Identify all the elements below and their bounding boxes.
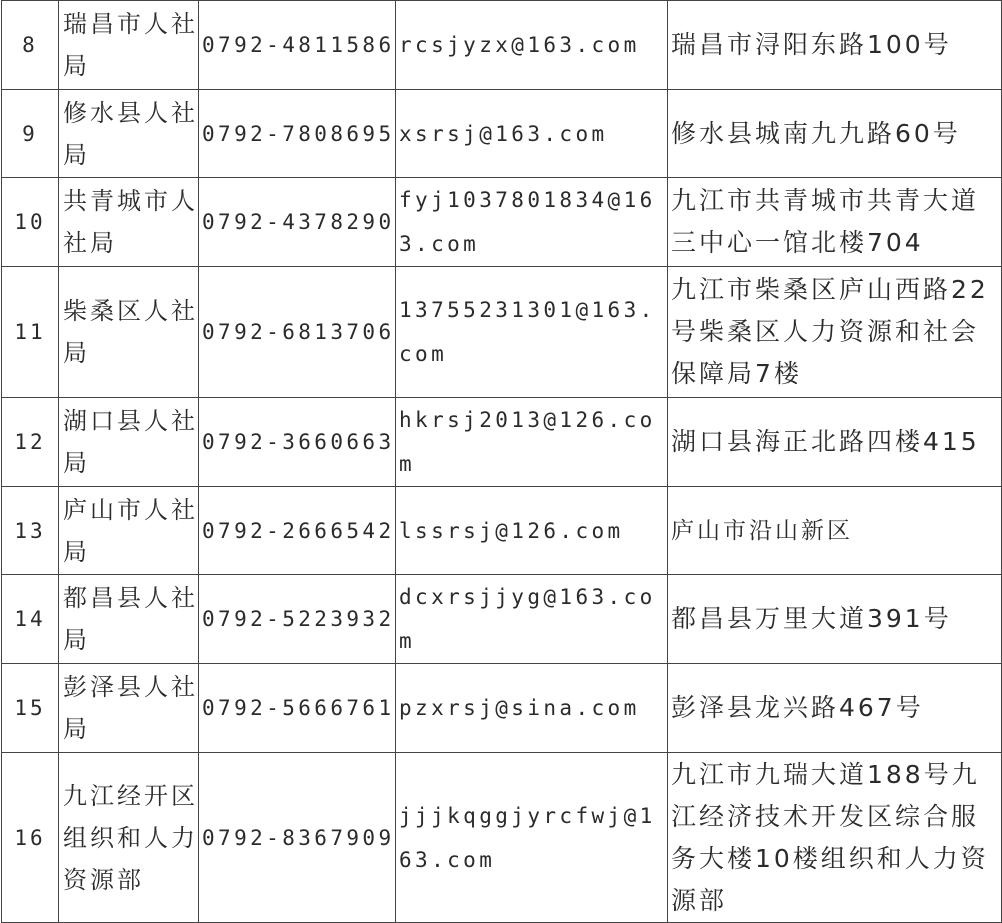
email-address: pzxrsj@sina.com: [396, 664, 668, 753]
table-row: [2, 398, 1002, 487]
row-number: 11: [2, 267, 59, 398]
table-row: [2, 753, 1002, 923]
street-address: 九江市九瑞大道188号九江经济技术开发区综合服务大楼10楼组织和人力资源部: [668, 753, 1002, 923]
table-row: [2, 1, 1002, 90]
table-row: [2, 267, 1002, 398]
street-address: 九江市共青城市共青大道三中心一馆北楼704: [668, 178, 1002, 267]
phone-number: 0792-4378290: [199, 178, 396, 267]
street-address: 九江市柴桑区庐山西路22号柴桑区人力资源和社会保障局7楼: [668, 267, 1002, 398]
row-number: 15: [2, 664, 59, 753]
phone-number: 0792-3660663: [199, 398, 396, 487]
street-address: 庐山市沿山新区: [668, 487, 1002, 575]
phone-number: 0792-5223932: [199, 575, 396, 664]
row-number: 14: [2, 575, 59, 664]
email-address: 13755231301@163.com: [396, 267, 668, 398]
unit-name: 共青城市人社局: [59, 178, 199, 267]
street-address: 都昌县万里大道391号: [668, 575, 1002, 664]
row-number: 12: [2, 398, 59, 487]
unit-name: 瑞昌市人社局: [59, 1, 199, 90]
row-number: 16: [2, 753, 59, 923]
unit-name: 九江经开区组织和人力资源部: [59, 753, 199, 923]
email-address: dcxrsjjyg@163.com: [396, 575, 668, 664]
email-address: rcsjyzx@163.com: [396, 1, 668, 90]
unit-name: 都昌县人社局: [59, 575, 199, 664]
phone-number: 0792-2666542: [199, 487, 396, 575]
phone-number: 0792-8367909: [199, 753, 396, 923]
street-address: 湖口县海正北路四楼415: [668, 398, 1002, 487]
unit-name: 湖口县人社局: [59, 398, 199, 487]
row-number: 8: [2, 1, 59, 90]
row-number: 13: [2, 487, 59, 575]
street-address: 彭泽县龙兴路467号: [668, 664, 1002, 753]
table-row: [2, 90, 1002, 178]
phone-number: 0792-7808695: [199, 90, 396, 178]
street-address: 修水县城南九九路60号: [668, 90, 1002, 178]
table-row: [2, 178, 1002, 267]
email-address: jjjkqggjyrcfwj@163.com: [396, 753, 668, 923]
unit-name: 彭泽县人社局: [59, 664, 199, 753]
unit-name: 庐山市人社局: [59, 487, 199, 575]
table-row: [2, 575, 1002, 664]
phone-number: 0792-6813706: [199, 267, 396, 398]
row-number: 10: [2, 178, 59, 267]
unit-name: 修水县人社局: [59, 90, 199, 178]
email-address: hkrsj2013@126.com: [396, 398, 668, 487]
unit-name: 柴桑区人社局: [59, 267, 199, 398]
table-row: [2, 664, 1002, 753]
street-address: 瑞昌市浔阳东路100号: [668, 1, 1002, 90]
email-address: xsrsj@163.com: [396, 90, 668, 178]
contact-table: [1, 0, 1002, 923]
email-address: lssrsj@126.com: [396, 487, 668, 575]
row-number: 9: [2, 90, 59, 178]
table-row: [2, 487, 1002, 575]
email-address: fyj1037801834@163.com: [396, 178, 668, 267]
phone-number: 0792-5666761: [199, 664, 396, 753]
phone-number: 0792-4811586: [199, 1, 396, 90]
